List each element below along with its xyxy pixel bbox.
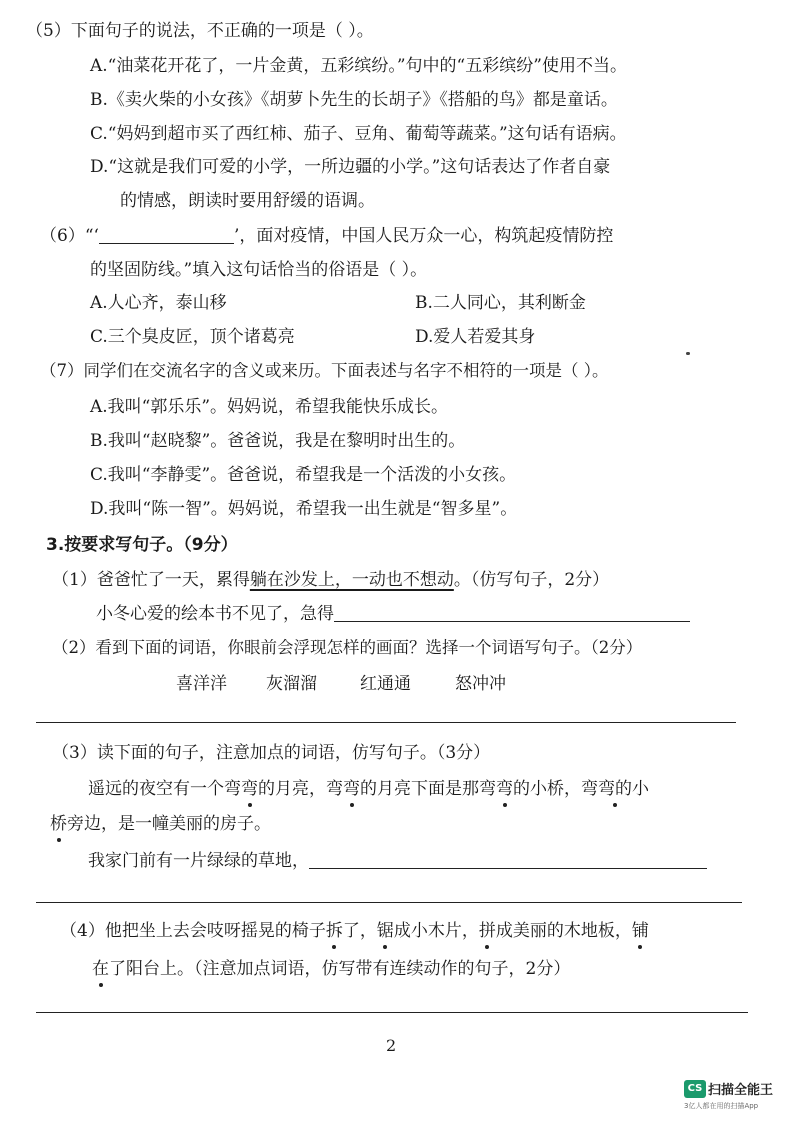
s3-p4-dotted-word-2: 锯	[376, 921, 394, 941]
s3-p3-answer-line-2[interactable]	[36, 902, 742, 903]
s3-p3-passage-line2	[50, 813, 271, 835]
s3-p3-dotted-word-4: 弯弯的小	[581, 779, 649, 799]
s3-p4-text-5: 了阳台上。（注意加点词语，仿写带有连续动作的句子，2分）	[109, 959, 571, 979]
s3-p1-sentence	[52, 569, 609, 591]
s3-p4-answer-line[interactable]	[36, 1012, 748, 1013]
s3-p1-answer-line[interactable]	[334, 621, 690, 622]
s3-p3-text-5: 旁边，是一幢美丽的房子。	[67, 814, 271, 834]
q5-option-b: B.《卖火柴的小女孩》《胡萝卜先生的长胡子》《搭船的鸟》都是童话。	[90, 90, 618, 110]
s3-p4-dotted-word-4-end: 在	[92, 959, 109, 979]
q5-option-d-continued: 的情感，朗读时要用舒缓的语调。	[120, 191, 375, 211]
s3-p2-word-3: 红通通	[360, 674, 411, 694]
page-number: 2	[386, 1036, 397, 1055]
q7-stem: （7）同学们在交流名字的含义或来历。下面表述与名字不相符的一项是（ ）。	[40, 361, 609, 380]
s3-p4-dotted-word-3: 拼	[478, 921, 496, 941]
q7-option-b: B.我叫“赵晓黎”。爸爸说，我是在黎明时出生的。	[90, 431, 466, 451]
s3-p1-prompt-text: 小冬心爱的绘本书不见了，急得	[96, 604, 334, 624]
s3-p2-stem: （2）看到下面的词语，你眼前会浮现怎样的画面？选择一个词语写句子。（2分）	[52, 638, 643, 657]
scanner-app-name: 扫描全能王	[708, 1083, 774, 1098]
s3-p3-dotted-word-1: 弯弯的	[224, 779, 275, 799]
q6-blank[interactable]	[99, 243, 234, 244]
q6-option-a: A.人心齐，泰山移	[90, 293, 227, 313]
s3-p4-text-4: 成美丽的木地板，	[495, 921, 632, 941]
s3-p4-text-3: 成小木片，	[393, 921, 479, 941]
q5-stem: （5）下面句子的说法，不正确的一项是（ ）。	[26, 21, 374, 41]
s3-p4-dotted-word-1: 拆	[325, 921, 343, 941]
s3-p2-word-4: 怒冲冲	[455, 674, 506, 694]
scan-speck	[686, 352, 690, 355]
q5-option-c: C.“妈妈到超市买了西红柿、茄子、豆角、葡萄等蔬菜。”这句话有语病。	[90, 124, 627, 144]
s3-p4-stem-line2	[92, 958, 570, 980]
s3-p3-stem: （3）读下面的句子，注意加点的词语，仿写句子。（3分）	[52, 743, 491, 763]
s3-p4-dotted-word-4: 铺	[631, 921, 649, 941]
q6-option-d: D.爱人若爱其身	[415, 327, 536, 347]
s3-p1-post: 。（仿写句子，2分）	[453, 570, 610, 590]
s3-p1-prompt	[96, 603, 690, 625]
q6-option-b: B.二人同心，其利断金	[415, 293, 586, 313]
q5-option-a: A.“油菜花开花了，一片金黄，五彩缤纷。”句中的“五彩缤纷”使用不当。	[90, 56, 627, 76]
q6-number: （6）	[40, 226, 85, 246]
s3-p3-text-1: 遥远的夜空有一个	[88, 779, 224, 799]
s3-p3-dotted-word-3: 弯弯的	[479, 779, 530, 799]
s3-p2-answer-line[interactable]	[36, 722, 736, 723]
q6-stem-rest: ’，面对疫情，中国人民万众一心，构筑起疫情防控	[233, 226, 614, 246]
scanner-watermark	[684, 1078, 773, 1098]
q6-open-quote: “‘	[84, 226, 99, 246]
s3-p3-prompt-text: 我家门前有一片绿绿的草地，	[88, 851, 309, 871]
q7-option-c: C.我叫“李静雯”。爸爸说，希望我是一个活泼的小女孩。	[90, 465, 517, 485]
q6-stem	[40, 225, 613, 247]
q6-stem-line2: 的坚固防线。”填入这句话恰当的俗语是（ ）。	[90, 260, 428, 280]
s3-p3-answer-line-1[interactable]	[309, 868, 707, 869]
q7-option-a: A.我叫“郭乐乐”。妈妈说，希望我能快乐成长。	[90, 397, 449, 417]
s3-p3-dotted-word-4-end: 桥	[50, 814, 67, 834]
cs-logo-icon: CS	[684, 1080, 706, 1098]
q7-option-d: D.我叫“陈一智”。妈妈说，希望我一出生就是“智多星”。	[90, 499, 518, 519]
section-3-heading: 3.按要求写句子。（9分）	[46, 535, 238, 555]
s3-p4-stem	[60, 920, 649, 942]
s3-p3-text-3: 月亮下面是那	[377, 779, 479, 799]
s3-p3-prompt	[88, 850, 707, 872]
q6-option-c: C.三个臭皮匠，顶个诸葛亮	[90, 327, 295, 347]
s3-p2-word-1: 喜洋洋	[176, 674, 227, 694]
s3-p3-passage-line1	[88, 778, 649, 800]
s3-p3-text-2: 月亮，	[275, 779, 326, 799]
s3-p4-text-2: 了，	[342, 921, 377, 941]
s3-p1-pre: （1）爸爸忙了一天，累得	[52, 570, 250, 590]
q5-option-d: D.“这就是我们可爱的小学，一所边疆的小学。”这句话表达了作者自豪	[90, 157, 611, 177]
s3-p3-text-4: 小桥，	[530, 779, 581, 799]
s3-p2-word-2: 灰溜溜	[266, 674, 317, 694]
s3-p3-dotted-word-2: 弯弯的	[326, 779, 377, 799]
scanner-tagline: 3亿人都在用的扫描App	[684, 1102, 759, 1110]
s3-p4-text-1: （4）他把坐上去会吱呀摇晃的椅子	[60, 921, 326, 941]
s3-p1-underlined: 躺在沙发上，一动也不想动	[249, 570, 454, 590]
